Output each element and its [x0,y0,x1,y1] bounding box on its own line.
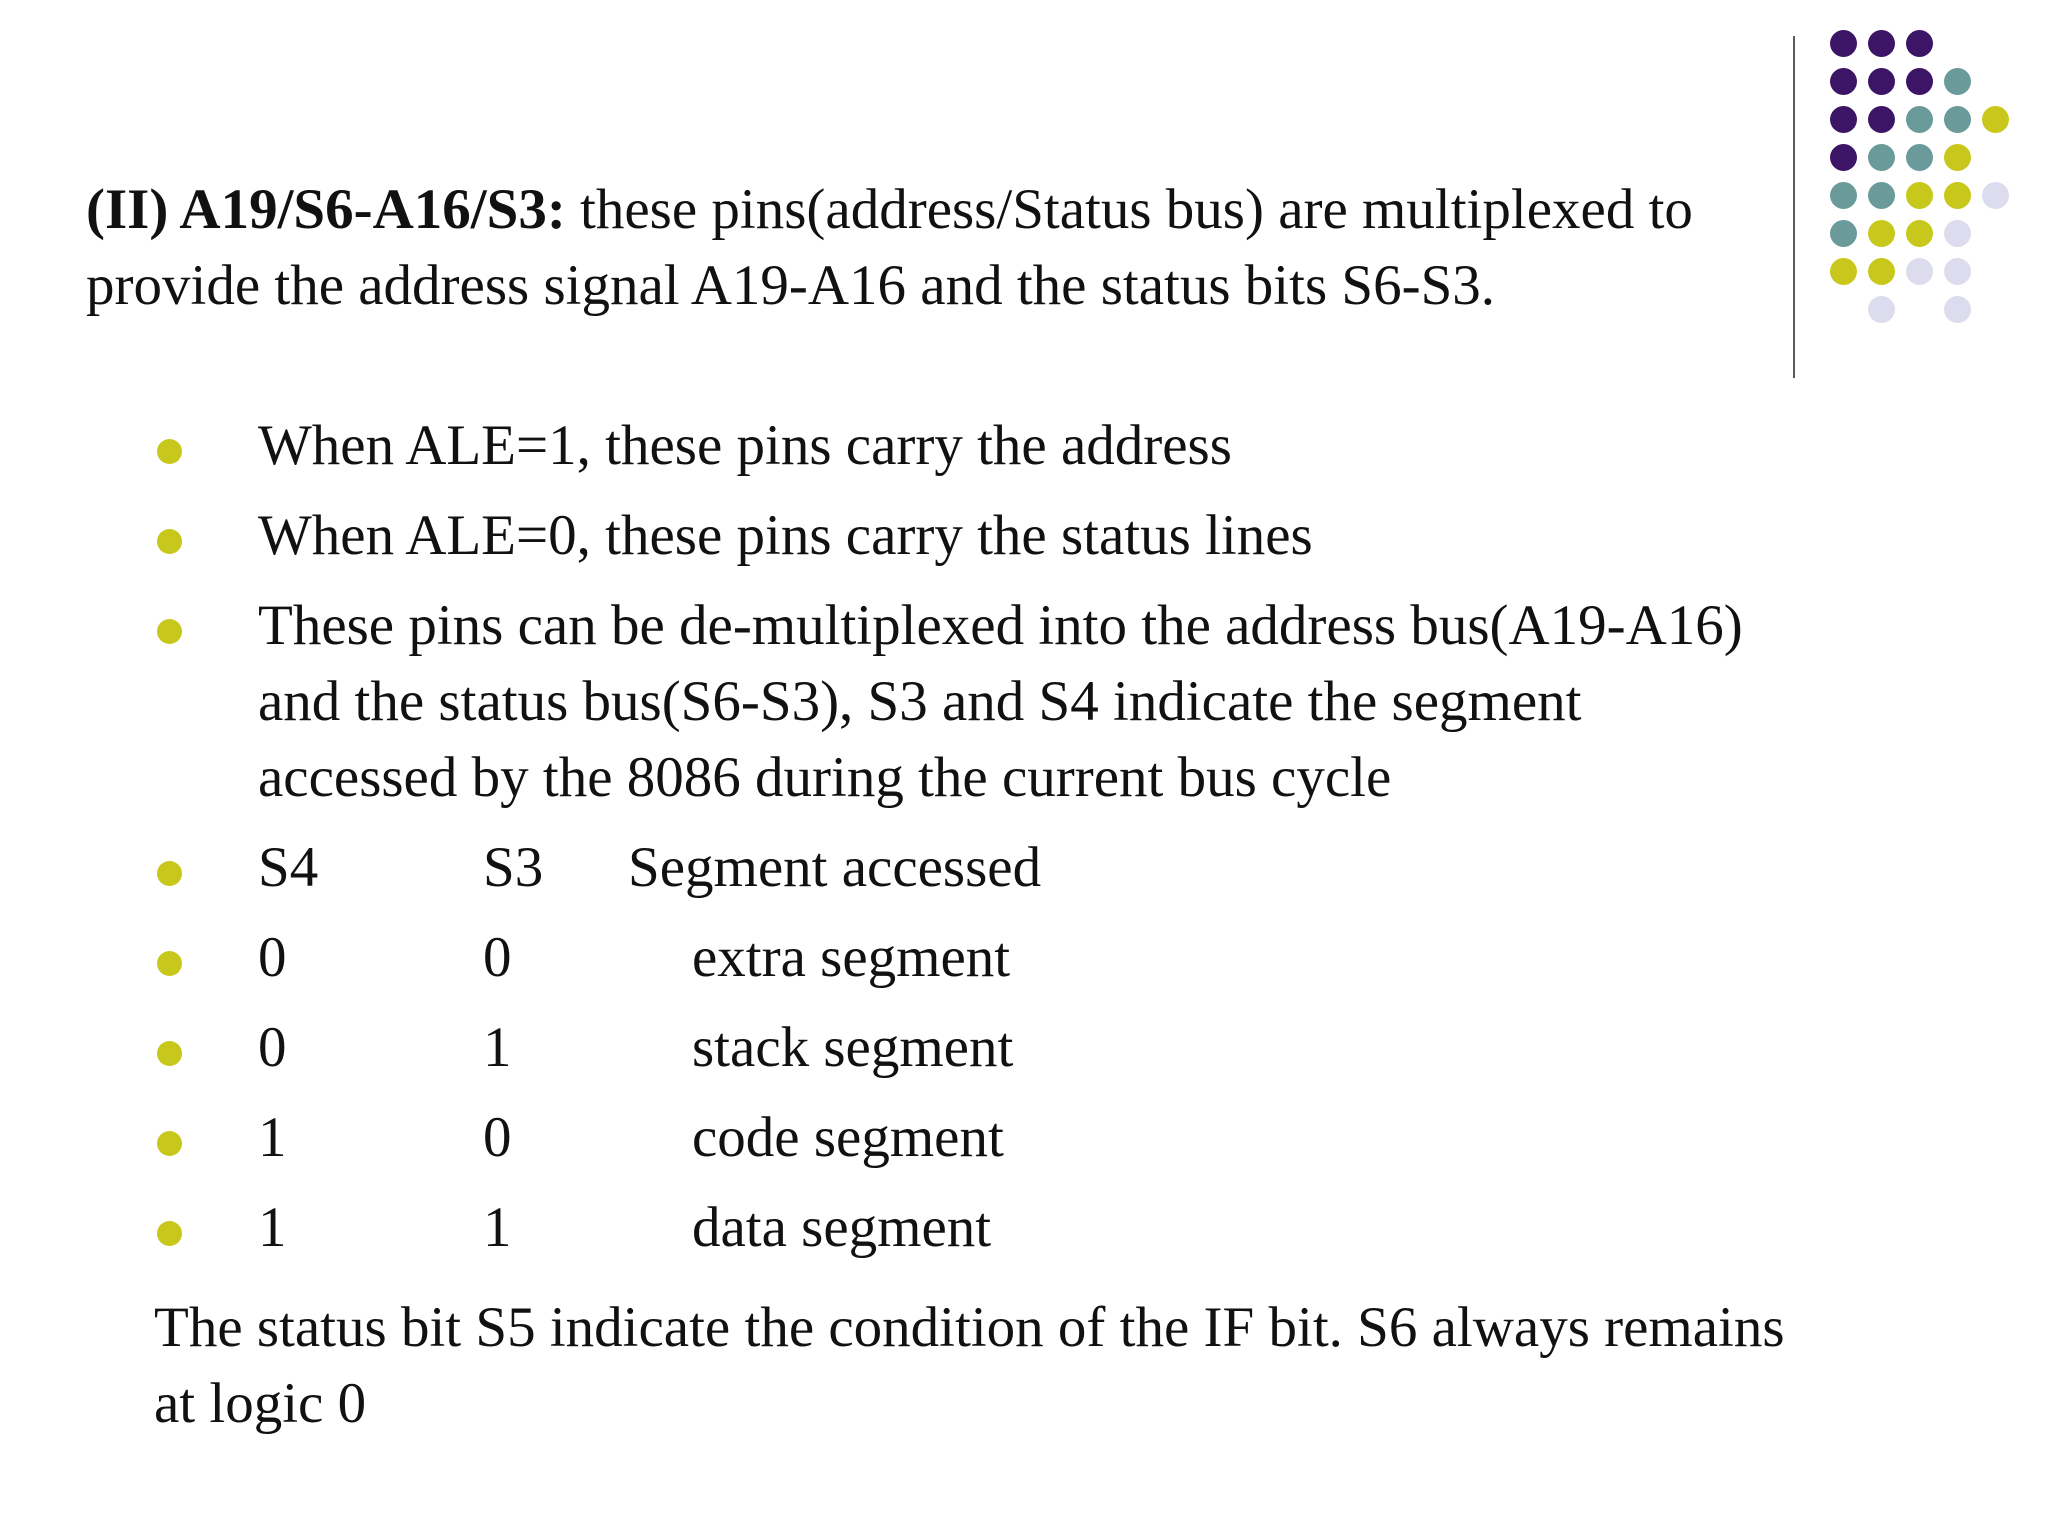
decorative-dot-pattern [1830,30,2030,340]
table-row [150,920,1790,996]
list-item [150,498,1790,574]
dot-teal-7 [1868,182,1895,209]
outro-paragraph: The status bit S5 indicate the condition of the IF bit. S6 always remains at logic 0 [154,1296,1785,1435]
dot-yellow-6 [1906,220,1933,247]
dot-purple-3 [1906,30,1933,57]
cell-segment: stack segment [692,1016,1014,1079]
dot-yellow-8 [1868,258,1895,285]
bullet-list [150,408,1790,1280]
dot-lavender-6 [1944,296,1971,323]
dot-lavender-5 [1868,296,1895,323]
header-s4: S4 [258,836,319,899]
bullet-text: When ALE=0, these pins carry the status lines [258,504,1313,567]
bullet-icon [157,439,182,464]
dot-yellow-5 [1868,220,1895,247]
cell-s3: 1 [483,1016,512,1079]
table-row [150,1100,1790,1176]
bullet-icon [157,529,182,554]
dot-yellow-1 [1982,106,2009,133]
cell-s4: 1 [258,1106,287,1169]
table-row [150,1010,1790,1086]
dot-teal-8 [1830,220,1857,247]
cell-s4: 0 [258,1016,287,1079]
cell-segment: extra segment [692,926,1011,989]
table-row [150,1190,1790,1266]
intro-lead: (II) A19/S6-A16/S3: [86,178,566,241]
intro-paragraph [86,172,1766,324]
cell-s3: 0 [483,1106,512,1169]
dot-teal-1 [1944,68,1971,95]
dot-teal-5 [1906,144,1933,171]
dot-yellow-3 [1906,182,1933,209]
dot-teal-6 [1830,182,1857,209]
cell-s3: 0 [483,926,512,989]
bullet-icon [157,951,182,976]
dot-lavender-1 [1982,182,2009,209]
dot-teal-3 [1944,106,1971,133]
cell-segment: code segment [692,1106,1004,1169]
bullet-text: These pins can be de-multiplexed into the address bus(A19-A16) and the status bus(S6-S3), S3 and S4 indicate the segment accessed by the 8086 during the current bus cycle [258,594,1743,809]
cell-s3: 1 [483,1196,512,1259]
dot-purple-7 [1830,106,1857,133]
dot-purple-8 [1868,106,1895,133]
dot-lavender-3 [1906,258,1933,285]
bullet-text: When ALE=1, these pins carry the address [258,414,1232,477]
intro-text: these pins(address/Status bus) are multiplexed to provide the address signal A19-A16 and the status bits S6-S3. [86,178,1693,317]
cell-segment: data segment [692,1196,992,1259]
dot-yellow-4 [1944,182,1971,209]
dot-teal-4 [1868,144,1895,171]
list-item [150,588,1790,816]
dot-purple-9 [1830,144,1857,171]
dot-yellow-2 [1944,144,1971,171]
dot-lavender-2 [1944,220,1971,247]
bullet-icon [157,1041,182,1066]
bullet-icon [157,1221,182,1246]
bullet-icon [157,1131,182,1156]
header-s3: S3 [483,836,544,899]
list-item [150,408,1790,484]
bullet-icon [157,861,182,886]
dot-purple-1 [1830,30,1857,57]
dot-teal-2 [1906,106,1933,133]
bullet-icon [157,619,182,644]
dot-purple-6 [1906,68,1933,95]
dot-purple-4 [1830,68,1857,95]
header-segment: Segment accessed [628,836,1042,899]
cell-s4: 0 [258,926,287,989]
decorative-divider [1793,36,1795,378]
dot-lavender-4 [1944,258,1971,285]
dot-purple-5 [1868,68,1895,95]
cell-s4: 1 [258,1196,287,1259]
dot-yellow-7 [1830,258,1857,285]
table-header-row [150,830,1790,906]
dot-purple-2 [1868,30,1895,57]
